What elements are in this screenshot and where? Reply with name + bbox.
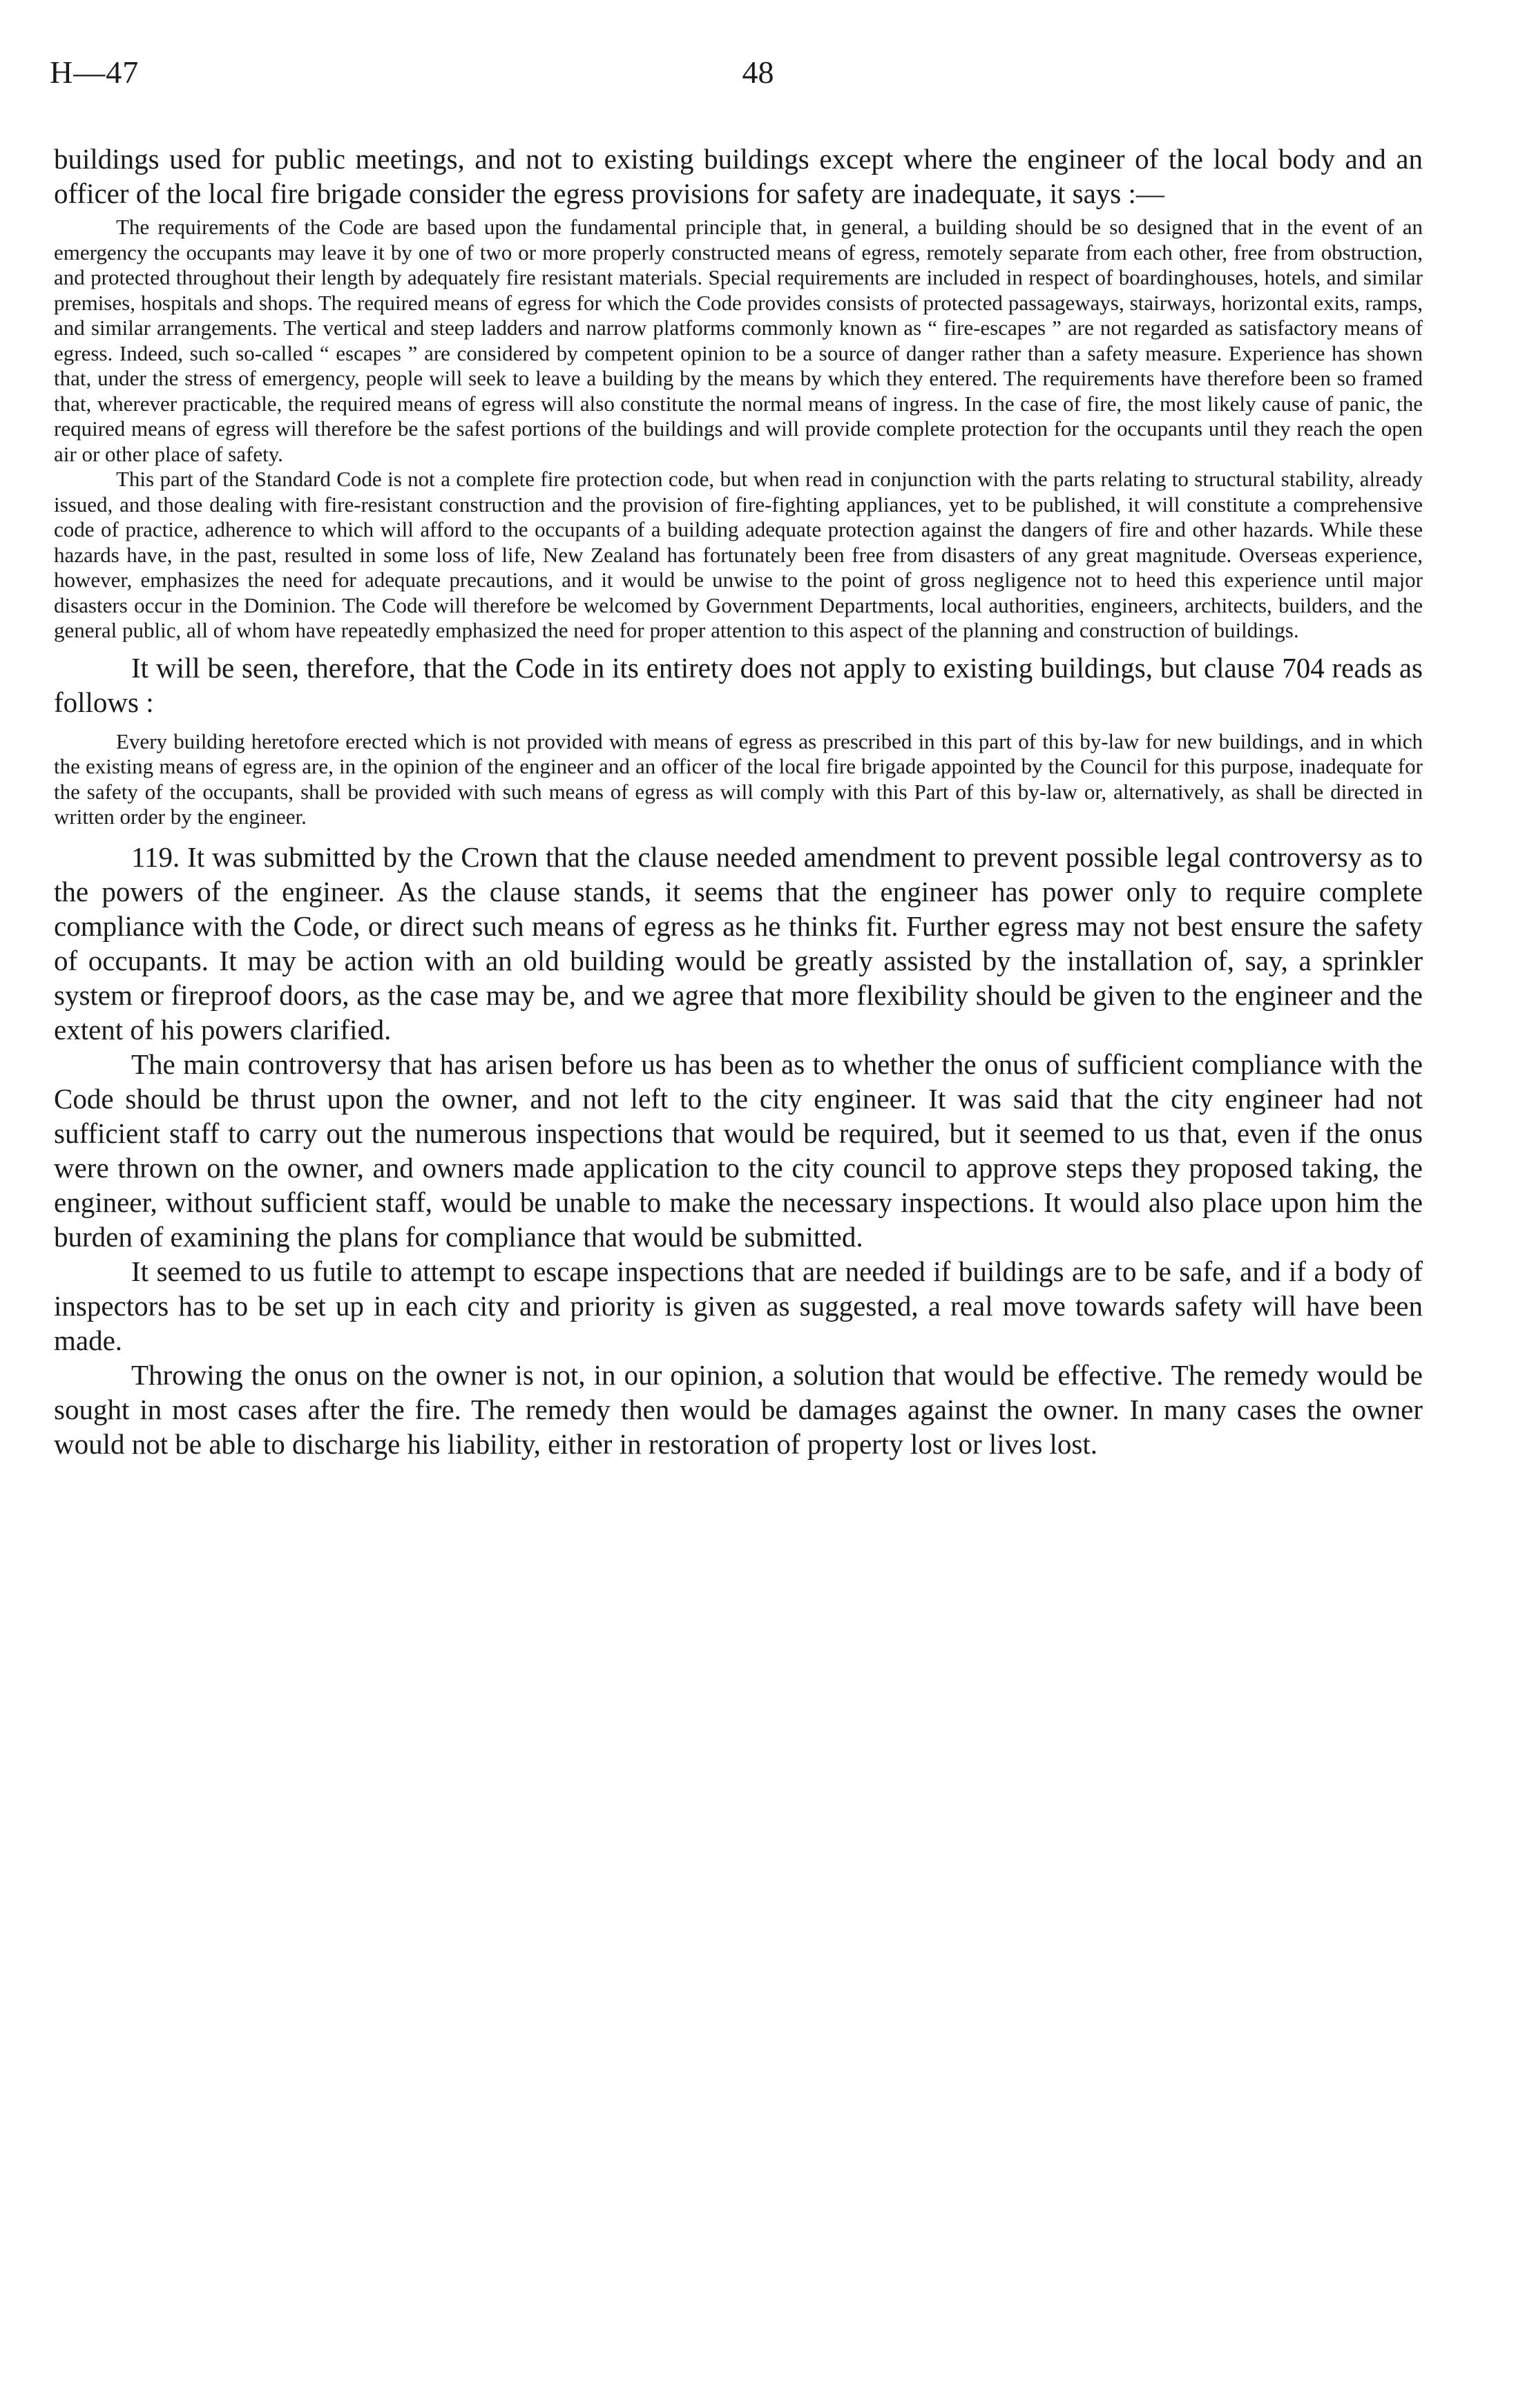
document-reference: H—47: [50, 55, 140, 90]
paragraph-inspections: It seemed to us futile to attempt to escape inspections that are needed if buildings are to be safe, and if a body of inspectors has to be set up in each city and priority is given as suggested, a real move towards safety will have been made.: [54, 1255, 1423, 1356]
paragraph-continued: buildings used for public meetings, and not to existing buildings except where the engineer of the local body and an officer of the local fire brigade consider the egress provisions for safety are inadequate, it says :—: [54, 143, 1423, 209]
paragraph-main-controversy: The main controversy that has arisen before us has been as to whether the onus of sufficient compliance with the Code should be thrust upon the owner, and not left to the city engineer. It was said that the city engineer had not sufficient staff to carry out the numerous inspections that would be required, but it seemed to us that, even if the onus were thrown on the owner, and owners made application to the city council to approve steps they proposed taking, the engineer, without sufficient staff, would be unable to make the necessary inspections. It would also place upon him the burden of examining the plans for compliance that would be submitted.: [54, 1048, 1423, 1253]
paragraph-onus-owner: Throwing the onus on the owner is not, in our opinion, a solution that would be effective. The remedy would be sought in most cases after the fire. The remedy then would be damages against the owner. In many cases the owner would not be able to discharge his liability, either in restoration of property lost or lives lost.: [54, 1358, 1423, 1460]
page-body: [54, 142, 1423, 1461]
quoted-clause-704: Every building heretofore erected which is not provided with means of egress as prescribed in this part of this by-law for new buildings, and in which the existing means of egress are, in the opinion of the engineer and an officer of the local fire brigade appointed by the Council for this purpose, inadequate for the safety of the occupants, shall be provided with such means of egress as will comply with this Part of this by-law or, alternatively, as shall be directed in written order by the engineer.: [54, 729, 1423, 829]
page-number: 48: [742, 55, 774, 90]
paragraph-119: 119. It was submitted by the Crown that the clause needed amendment to prevent possible legal controversy as to the powers of the engineer. As the clause stands, it seems that the engineer has power only to require complete compliance with the Code, or direct such means of egress as he thinks fit. Further egress may not best ensure the safety of occupants. It may be action with an old building would be greatly assisted by the installation of, say, a sprinkler system or fireproof doors, as the case may be, and we agree that more flexibility should be given to the engineer and the extent of his powers clarified.: [54, 840, 1423, 1046]
quoted-code-paragraph-1: The requirements of the Code are based upon the fundamental principle that, in general, a building should be so designed that in the event of an emergency the occupants may leave it by one of two or more properly constructed means of egress, remotely separate from each other, free from obstruction, and protected throughout their length by adequately fire resistant materials. Special requirements are included in respect of boardinghouses, hotels, and similar premises, hospitals and shops. The required means of egress for which the Code provides consists of protected passageways, stairways, horizontal exits, ramps, and similar arrangements. The vertical and steep ladders and narrow platforms commonly known as “ fire-escapes ” are not regarded as satisfactory means of egress. Indeed, such so-called “ escapes ” are considered by competent opinion to be a source of danger rather than a safety measure. Experience has shown that, under the stress of emergency, people will seek to leave a building by the means by which they entered. The requirements have therefore been so framed that, wherever practicable, the required means of egress will also constitute the normal means of ingress. In the case of fire, the most likely cause of panic, the required means of egress will therefore be the safest portions of the buildings and will provide complete protection for the occupants until they reach the open air or other place of safety.: [54, 215, 1423, 466]
paragraph-clause-intro: It will be seen, therefore, that the Code in its entirety does not apply to existing buildings, but clause 704 reads as follows :: [54, 651, 1423, 718]
quoted-code-paragraph-2: This part of the Standard Code is not a complete fire protection code, but when read in conjunction with the parts relating to structural stability, already issued, and those dealing with fire-resistant construction and the provision of fire-fighting appliances, yet to be published, it will constitute a comprehensive code of practice, adherence to which will afford to the occupants of a building adequate protection against the dangers of fire and other hazards. While these hazards have, in the past, resulted in some loss of life, New Zealand has fortunately been free from disasters of any great magnitude. Overseas experience, however, emphasizes the need for adequate precautions, and it would be unwise to the point of gross negligence not to heed this experience until major disasters occur in the Dominion. The Code will therefore be welcomed by Government Departments, local authorities, engineers, architects, builders, and the general public, all of whom have repeatedly emphasized the need for proper attention to this aspect of the planning and construction of buildings.: [54, 467, 1423, 642]
page-header: [50, 54, 1466, 109]
